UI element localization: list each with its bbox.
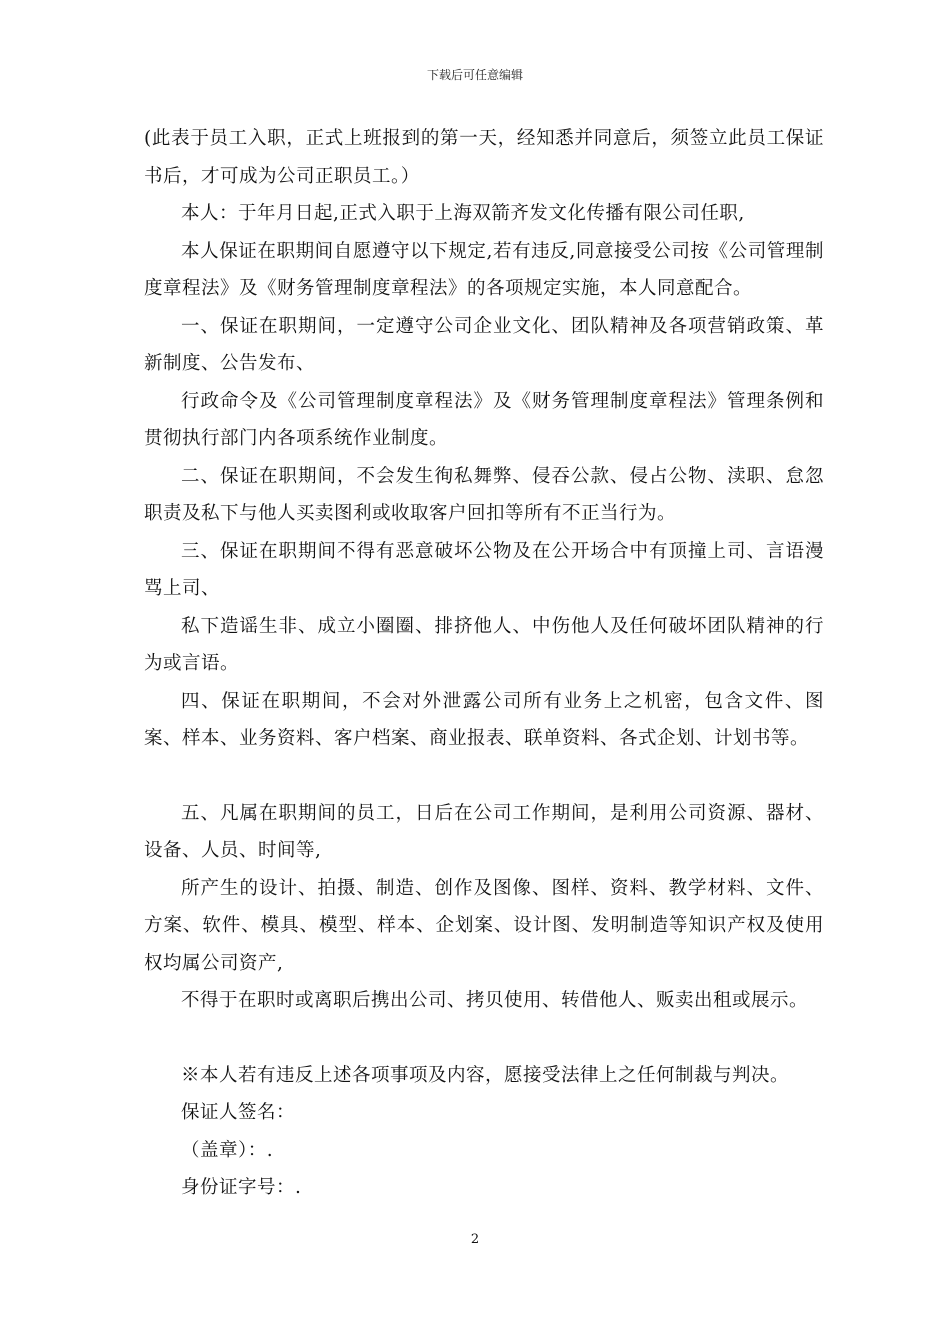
- guarantee-paragraph: 本人保证在职期间自愿遵守以下规定,若有违反,同意接受公司按《公司管理制度章程法》及《财务管理制度章程法》的各项规定实施，本人同意配合。: [144, 240, 824, 299]
- clause-5-end: 不得于在职时或离职后携出公司、拷贝使用、转借他人、贩卖出租或展示。: [181, 990, 809, 1011]
- employee-statement: 本人：于年月日起,正式入职于上海双箭齐发文化传播有限公司任职,: [181, 203, 745, 224]
- clause-3-continued: 私下造谣生非、成立小圈圈、排挤他人、中伤他人及任何破坏团队精神的行为或言语。: [144, 615, 824, 674]
- clause-5-continued: 所产生的设计、拍摄、制造、创作及图像、图样、资料、教学材料、文件、方案、软件、模具、模型、样本、企划案、设计图、发明制造等知识产权及使用权均属公司资产,: [144, 877, 824, 974]
- clause-1-continued: 行政命令及《公司管理制度章程法》及《财务管理制度章程法》管理条例和贯彻执行部门内各项系统作业制度。: [144, 390, 824, 449]
- clause-3: 三、保证在职期间不得有恶意破坏公物及在公开场合中有顶撞上司、言语漫骂上司、: [144, 540, 824, 599]
- clause-4: 四、保证在职期间，不会对外泄露公司所有业务上之机密，包含文件、图案、样本、业务资料、客户档案、商业报表、联单资料、各式企划、计划书等。: [144, 690, 824, 749]
- blank-line: [144, 1020, 824, 1057]
- signer-label: 保证人签名：: [181, 1102, 296, 1123]
- seal-label: （盖章）：.: [181, 1139, 274, 1161]
- page-header: 下载后可任意编辑: [426, 68, 523, 82]
- intro-paragraph: (此表于员工入职，正式上班报到的第一天，经知悉并同意后，须签立此员工保证书后，才可成为公司正职员工。）: [144, 128, 824, 187]
- id-number-label: 身份证字号：.: [181, 1177, 302, 1198]
- blank-line: [144, 758, 824, 795]
- document-body: [144, 120, 824, 1207]
- legal-notice: ※本人若有违反上述各项事项及内容，愿接受法律上之任何制裁与判决。: [181, 1064, 790, 1086]
- clause-1: 一、保证在职期间，一定遵守公司企业文化、团队精神及各项营销政策、革新制度、公告发布、: [144, 315, 824, 374]
- page-number: 2: [470, 1232, 480, 1247]
- clause-5: 五、凡属在职期间的员工，日后在公司工作期间，是利用公司资源、器材、设备、人员、时间等,: [144, 802, 824, 861]
- clause-2: 二、保证在职期间，不会发生徇私舞弊、侵吞公款、侵占公物、渎职、怠忽职责及私下与他人买卖图利或收取客户回扣等所有不正当行为。: [144, 465, 824, 524]
